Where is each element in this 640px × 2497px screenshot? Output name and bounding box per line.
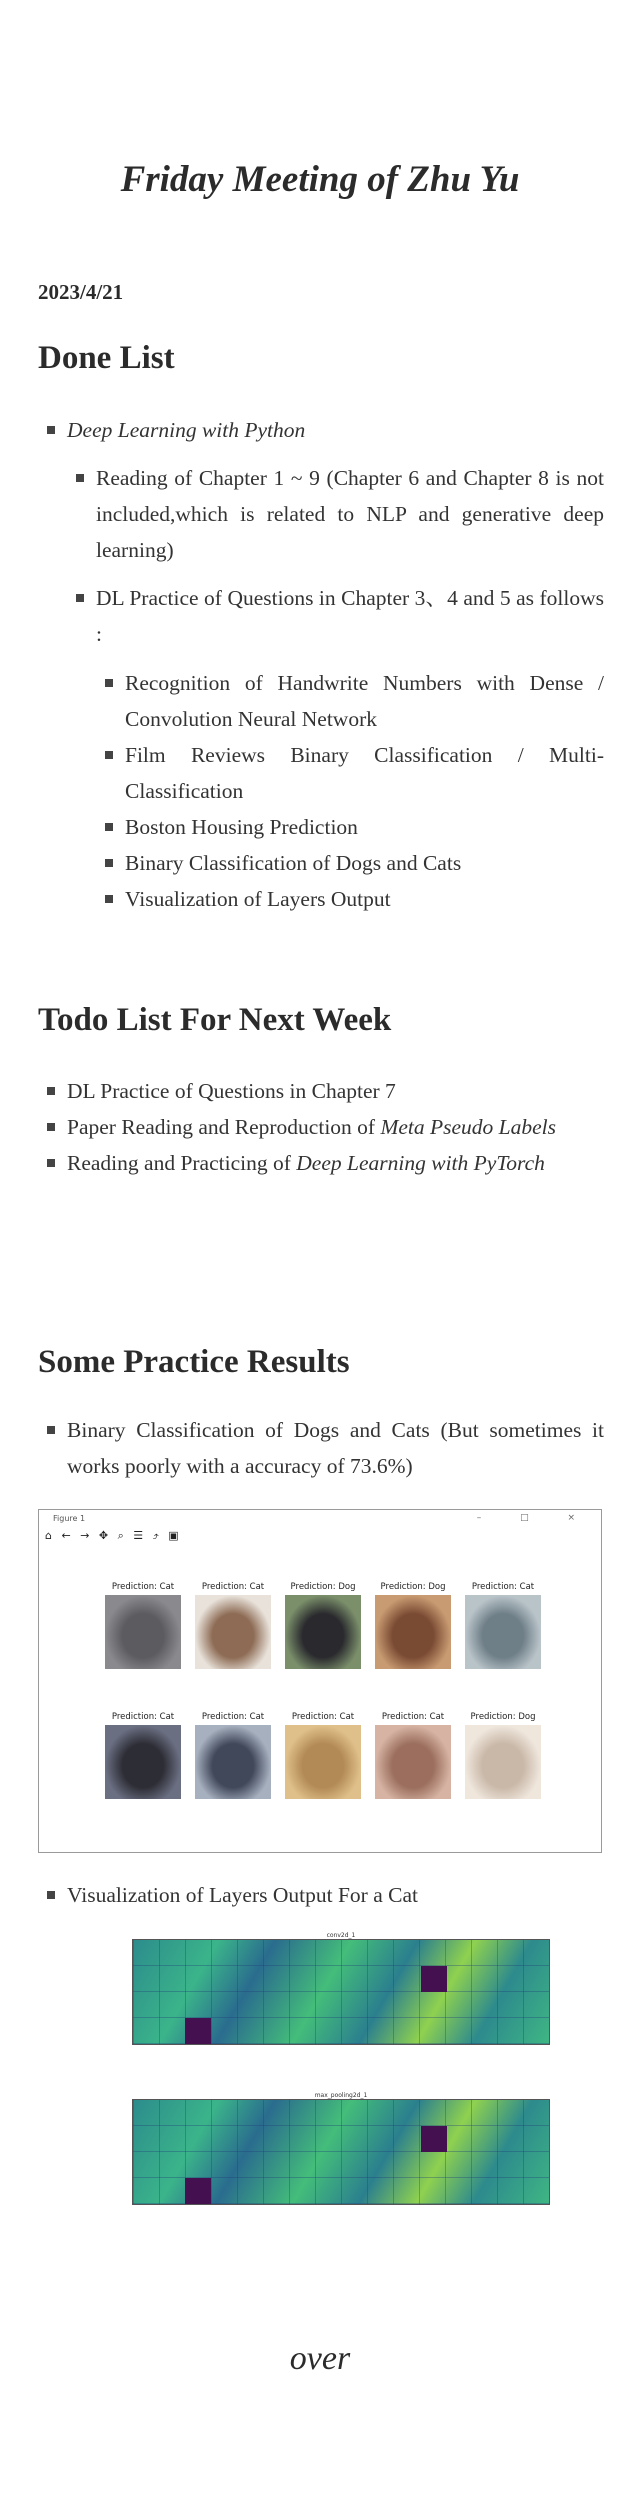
dog-photo bbox=[465, 1725, 541, 1799]
cat-photo bbox=[375, 1725, 451, 1799]
prediction-cell bbox=[375, 1712, 451, 1799]
conv-visualization bbox=[132, 1932, 550, 2045]
pool-visualization bbox=[132, 2092, 550, 2205]
done-reading-item: Reading of Chapter 1 ~ 9 (Chapter 6 and Chapter 8 is not included,which is related to NLP and generative deep learning) bbox=[67, 460, 604, 568]
prediction-label: Prediction: Cat bbox=[201, 1582, 265, 1592]
results-list bbox=[38, 1412, 604, 1484]
todo-heading: Todo List For Next Week bbox=[38, 1002, 392, 1038]
results-list-2 bbox=[38, 1877, 604, 1913]
done-book-item bbox=[38, 412, 604, 448]
book-title: Deep Learning with Python bbox=[67, 418, 306, 442]
prediction-label: Prediction: Cat bbox=[381, 1712, 445, 1722]
practice-item: Recognition of Handwrite Numbers with Dense / Convolution Neural Network bbox=[96, 665, 604, 737]
dog-photo bbox=[375, 1595, 451, 1669]
book-title: Deep Learning with PyTorch bbox=[296, 1151, 545, 1175]
closing-text: over bbox=[289, 2340, 351, 2377]
prediction-label: Prediction: Cat bbox=[291, 1712, 355, 1722]
pool-heatmap bbox=[132, 2099, 550, 2205]
practice-item: Binary Classification of Dogs and Cats bbox=[96, 845, 604, 881]
cat-photo bbox=[105, 1595, 181, 1669]
prediction-label: Prediction: Dog bbox=[290, 1582, 356, 1592]
prediction-cell bbox=[105, 1582, 181, 1669]
prediction-label: Prediction: Dog bbox=[470, 1712, 536, 1722]
prediction-cell bbox=[105, 1712, 181, 1799]
practice-item: Film Reviews Binary Classification / Multi-Classification bbox=[96, 737, 604, 809]
cat-photo bbox=[465, 1595, 541, 1669]
heat-dark-block bbox=[421, 1966, 447, 1992]
todo-item: DL Practice of Questions in Chapter 7 bbox=[38, 1073, 604, 1109]
dog-photo bbox=[285, 1595, 361, 1669]
results-item: Visualization of Layers Output For a Cat bbox=[38, 1877, 604, 1913]
results-item: Binary Classification of Dogs and Cats (But sometimes it works poorly with a accuracy of 73.6%) bbox=[38, 1412, 604, 1484]
done-sublist bbox=[67, 460, 604, 652]
vis-title: conv2d_1 bbox=[326, 1932, 356, 1939]
figure-toolbar[interactable]: ⌂ ← → ✥ ⌕ ☰ ⤴ ▣ bbox=[45, 1529, 182, 1542]
cat-photo bbox=[195, 1725, 271, 1799]
done-list bbox=[38, 412, 604, 448]
prediction-label: Prediction: Cat bbox=[111, 1712, 175, 1722]
figure-window-title: Figure 1 bbox=[53, 1514, 86, 1523]
prediction-label: Prediction: Cat bbox=[201, 1712, 265, 1722]
todo-item: Paper Reading and Reproduction of Meta Pseudo Labels bbox=[38, 1109, 604, 1145]
prediction-cell bbox=[465, 1712, 541, 1799]
heat-dark-block bbox=[185, 2178, 211, 2204]
conv-heatmap bbox=[132, 1939, 550, 2045]
prediction-label: Prediction: Cat bbox=[471, 1582, 535, 1592]
todo-item: Reading and Practicing of Deep Learning with PyTorch bbox=[38, 1145, 604, 1181]
meeting-date: 2023/4/21 bbox=[38, 280, 124, 304]
prediction-cell bbox=[195, 1582, 271, 1669]
cat-photo bbox=[285, 1725, 361, 1799]
practice-list bbox=[96, 665, 604, 917]
page-title: Friday Meeting of Zhu Yu bbox=[120, 159, 520, 200]
done-practice-item: DL Practice of Questions in Chapter 3、4 and 5 as follows : bbox=[67, 580, 604, 652]
prediction-cell bbox=[195, 1712, 271, 1799]
practice-item: Visualization of Layers Output bbox=[96, 881, 604, 917]
vis-title: max_pooling2d_1 bbox=[314, 2092, 368, 2099]
cat-photo bbox=[105, 1725, 181, 1799]
figure-window bbox=[38, 1509, 602, 1853]
prediction-label: Prediction: Dog bbox=[380, 1582, 446, 1592]
prediction-cell bbox=[285, 1712, 361, 1799]
practice-item: Boston Housing Prediction bbox=[96, 809, 604, 845]
window-buttons[interactable]: – □ × bbox=[476, 1513, 593, 1523]
paper-title: Meta Pseudo Labels bbox=[380, 1115, 557, 1139]
figure-titlebar bbox=[39, 1510, 601, 1527]
results-heading: Some Practice Results bbox=[38, 1344, 350, 1380]
todo-list bbox=[38, 1073, 604, 1181]
cat-photo bbox=[195, 1595, 271, 1669]
prediction-cell bbox=[465, 1582, 541, 1669]
prediction-cell bbox=[285, 1582, 361, 1669]
heat-dark-block bbox=[421, 2126, 447, 2152]
heat-dark-block bbox=[185, 2018, 211, 2044]
prediction-label: Prediction: Cat bbox=[111, 1582, 175, 1592]
done-list-heading: Done List bbox=[38, 340, 175, 376]
prediction-cell bbox=[375, 1582, 451, 1669]
